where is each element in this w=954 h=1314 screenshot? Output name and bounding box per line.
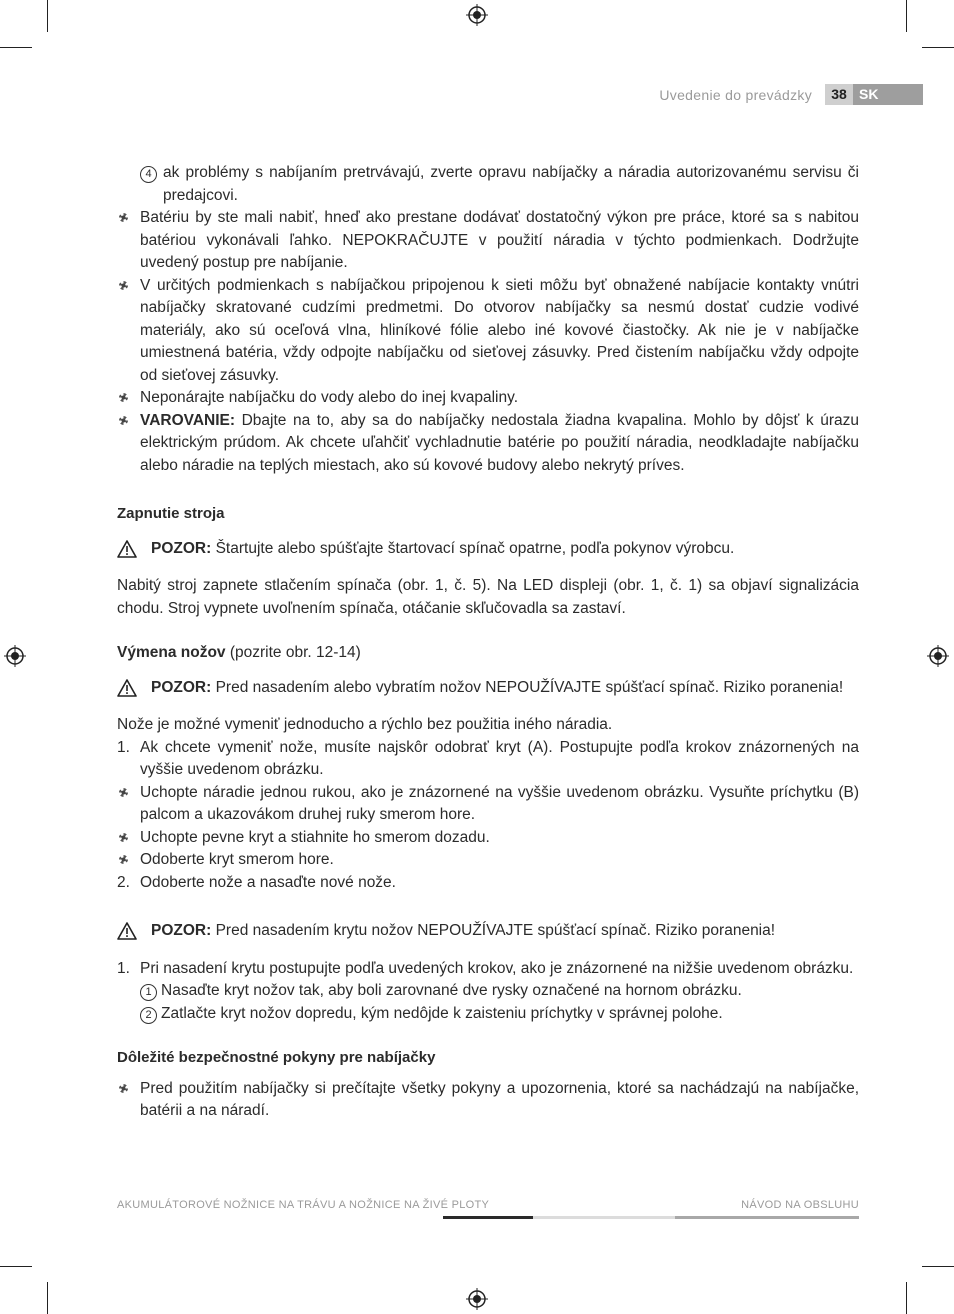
page-content	[117, 162, 859, 1123]
footer-rule	[675, 1216, 859, 1219]
warning-text: Pred nasadením krytu nožov NEPOUŽÍVAJTE spúšťací spínač. Riziko poranenia!	[211, 922, 776, 939]
warning-label: POZOR:	[151, 678, 212, 696]
heading-reference: (pozrite obr. 12-14)	[225, 644, 361, 661]
list-item	[117, 849, 859, 872]
paragraph: Nabitý stroj zapnete stlačením spínača (obr. 1, č. 5). Na LED displeji (obr. 1, č. 1) sa objaví signalizácia chodu. Stroj vypnete uvoľnením spínača, otáčanie skľučovadla sa zastaví.	[117, 577, 859, 617]
list-item-text: Uchopte pevne kryt a stiahnite ho smerom dozadu.	[140, 828, 490, 846]
list-item	[117, 872, 859, 895]
warning-note	[117, 920, 859, 943]
list-item-text: Odoberte kryt smerom hore.	[140, 851, 334, 868]
list-item	[117, 958, 859, 981]
section-heading: Dôležité bezpečnostné pokyny pre nabíjačky	[117, 1049, 436, 1066]
list-item-text: Dbajte na to, aby sa do nabíjačky nedostala žiadna kvapalina. Mohlo by dôjsť k úrazu elektrickým prúdom. Ak chcete uľahčiť vychladnutie batérie po použití náradia, neodkladajte nabíjačku alebo náradie na teplých miestach, ako sú kovové budovy alebo nekrytý príves.	[140, 411, 859, 474]
page-number: 38	[825, 84, 853, 105]
crop-mark	[906, 1282, 907, 1314]
sub-step-text: Zatlačte kryt nožov dopredu, kým nedôjde k zaisteniu príchytky v správnej polohe.	[161, 1004, 723, 1022]
warning-triangle-icon	[117, 540, 137, 566]
crop-mark	[906, 0, 907, 32]
paragraph: Nože je možné vymeniť jednoducho a rýchlo bez použitia iného náradia.	[117, 716, 613, 733]
list-number: 1.	[117, 959, 130, 977]
circled-number: 1	[140, 984, 157, 1001]
list-item	[117, 1078, 859, 1123]
list-item-text: Odoberte nože a nasaďte nové nože.	[140, 873, 396, 891]
registration-mark-icon	[927, 645, 949, 667]
list-item-text: Pred použitím nabíjačky si prečítajte všetky pokyny a upozornenia, ktoré sa nachádzajú na nabíjačke, batérii a na náradí.	[140, 1079, 859, 1119]
crop-mark	[922, 1266, 954, 1267]
warning-triangle-icon	[117, 679, 137, 705]
circled-number: 4	[140, 166, 157, 183]
list-item-text: Ak chcete vymeniť nože, musíte najskôr odobrať kryt (A). Postupujte podľa krokov znázornených na vyššie uvedenom obrázku.	[140, 738, 859, 778]
sub-step	[117, 1003, 859, 1026]
list-item-text: Neponárajte nabíjačku do vody alebo do inej kvapaliny.	[140, 389, 518, 406]
list-item-text: ak problémy s nabíjaním pretrvávajú, zverte opravu nabíjačky a náradia autorizovanému servisu či predajcovi.	[163, 164, 859, 204]
warning-text: Štartujte alebo spúšťajte štartovací spínač opatrne, podľa pokynov výrobcu.	[211, 539, 735, 557]
list-item-text: Uchopte náradie jednou rukou, ako je znázornené na vyššie uvedenom obrázku. Vysuňte príchytku (B) palcom a ukazovákom druhej ruky smerom hore.	[140, 783, 859, 823]
section-title: Uvedenie do prevádzky	[659, 87, 812, 103]
list-item	[117, 737, 859, 782]
circled-number: 2	[140, 1007, 157, 1024]
crop-mark	[0, 1266, 32, 1267]
list-item	[117, 162, 859, 207]
crop-mark	[47, 0, 48, 32]
list-item-text: V určitých podmienkach s nabíjačkou pripojenou k sieti môžu byť obnažené nabíjacie kontakty vnútri nabíjačky skratované cudzími predmetmi. Do otvorov nabíjačky sa nesmú dostať cudzie vodivé materiály, ako sú oceľová vlna, hliníkové fólie alebo iné kovové čiastočky. Ak nie je v nabíjačke umiestnená batéria, vždy odpojte nabíjačku od sieťovej zásuvky. Pred čistením nabíjačku vždy odpojte od sieťovej zásuvky.	[140, 276, 859, 384]
footer-rule	[533, 1216, 675, 1219]
list-item-text: Batériu by ste mali nabiť, hneď ako prestane dodávať dostatočný výkon pre práce, ktoré sa s nabitou batériou vykonávali ľahko. NEPOKRAČUJTE v použití náradia v týchto podmienkach. Dodržujte uvedený postup pre nabíjanie.	[140, 209, 859, 271]
list-number: 2.	[117, 873, 130, 891]
list-number: 1.	[117, 738, 130, 756]
list-item	[117, 827, 859, 850]
sub-step	[117, 980, 859, 1003]
list-item	[117, 387, 859, 410]
footer-rule	[443, 1216, 533, 1219]
section-heading: Zapnutie stroja	[117, 505, 225, 522]
list-item	[117, 782, 859, 827]
list-item	[117, 275, 859, 388]
registration-mark-icon	[466, 1288, 488, 1310]
warning-label: POZOR:	[151, 922, 212, 939]
heading-label: Výmena nožov	[117, 644, 226, 661]
warning-triangle-icon	[117, 922, 137, 948]
language-tag: SK	[853, 84, 923, 105]
warning-label: POZOR:	[151, 539, 212, 557]
crop-mark	[0, 47, 32, 48]
warning-note	[117, 538, 859, 561]
registration-mark-icon	[4, 645, 26, 667]
list-item-text: Pri nasadení krytu postupujte podľa uvedených krokov, ako je znázornené na nižšie uvedenom obrázku.	[140, 959, 854, 977]
registration-mark-icon	[466, 4, 488, 26]
sub-step-text: Nasaďte kryt nožov tak, aby boli zarovnané dve rysky označené na hornom obrázku.	[161, 982, 742, 999]
footer-product-title: AKUMULÁTOROVÉ NOŽNICE NA TRÁVU A NOŽNICE NA ŽIVÉ PLOTY	[117, 1199, 490, 1211]
warning-note	[117, 677, 859, 700]
crop-mark	[922, 47, 954, 48]
warning-label: VAROVANIE:	[140, 411, 236, 429]
list-item	[117, 410, 859, 478]
list-item	[117, 207, 859, 275]
footer-doc-type: NÁVOD NA OBSLUHU	[741, 1199, 859, 1211]
crop-mark	[47, 1282, 48, 1314]
warning-text: Pred nasadením alebo vybratím nožov NEPOUŽÍVAJTE spúšťací spínač. Riziko poranenia!	[211, 678, 844, 696]
section-heading	[117, 642, 859, 665]
